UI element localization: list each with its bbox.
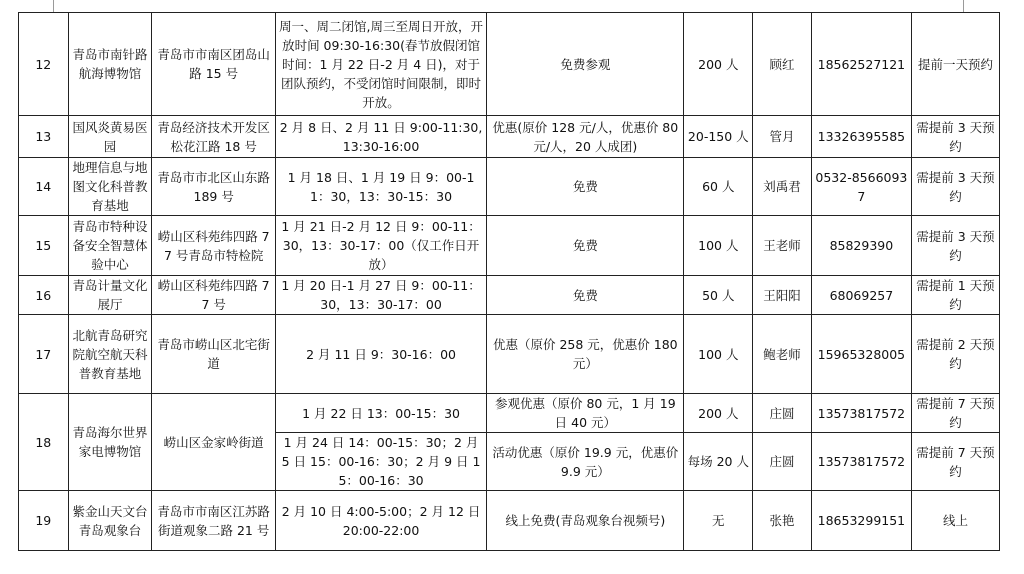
venue-name: 北航青岛研究院航空航天科普教育基地 <box>68 315 152 394</box>
table-row <box>19 394 1000 433</box>
open-time: 1 月 18 日、1 月 19 日 9：00-11：30，13：30-15：30 <box>275 158 486 216</box>
open-time: 周一、周二闭馆,周三至周日开放，开放时间 09:30-16:30(春节放假闭馆时间：1 月 22 日-2 月 4 日)，对于团队预约，不受闭馆时间限制，即时开放。 <box>275 13 486 116</box>
venue-name: 青岛市南针路航海博物馆 <box>68 13 152 116</box>
open-time: 2 月 10 日 4:00-5:00；2 月 12 日 20:00-22:00 <box>275 491 486 551</box>
table-row <box>19 491 1000 551</box>
venue-address: 崂山区科苑纬四路 77 号青岛市特检院 <box>152 216 275 276</box>
contact-person: 顾红 <box>753 13 812 116</box>
offer: 免费 <box>487 276 684 315</box>
contact-person: 张艳 <box>753 491 812 551</box>
venue-name: 国风炎黄易医园 <box>68 116 152 158</box>
venue-address: 青岛市市南区团岛山路 15 号 <box>152 13 275 116</box>
offer: 免费 <box>487 216 684 276</box>
capacity: 100 人 <box>684 216 753 276</box>
corner-mark-left <box>53 0 54 12</box>
contact-person: 王阳阳 <box>753 276 812 315</box>
table-row <box>19 158 1000 216</box>
open-time: 1 月 22 日 13：00-15：30 <box>275 394 486 433</box>
row-number: 15 <box>19 216 69 276</box>
contact-person: 庄圆 <box>753 394 812 433</box>
capacity: 50 人 <box>684 276 753 315</box>
phone: 13573817572 <box>811 394 911 433</box>
venue-name: 地理信息与地图文化科普教育基地 <box>68 158 152 216</box>
row-number: 18 <box>19 394 69 491</box>
booking-note: 需提前 3 天预约 <box>911 216 999 276</box>
capacity: 200 人 <box>684 13 753 116</box>
phone: 68069257 <box>811 276 911 315</box>
open-time: 1 月 24 日 14：00-15：30；2 月 5 日 15：00-16：30；2 月 9 日 15：00-16：30 <box>275 433 486 491</box>
venue-address: 崂山区金家岭街道 <box>152 394 275 491</box>
capacity: 每场 20 人 <box>684 433 753 491</box>
capacity: 100 人 <box>684 315 753 394</box>
open-time: 1 月 20 日-1 月 27 日 9：00-11：30，13：30-17：00 <box>275 276 486 315</box>
booking-note: 需提前 7 天预约 <box>911 433 999 491</box>
open-time: 2 月 8 日、2 月 11 日 9:00-11:30,13:30-16:00 <box>275 116 486 158</box>
row-number: 14 <box>19 158 69 216</box>
offer: 免费 <box>487 158 684 216</box>
capacity: 20-150 人 <box>684 116 753 158</box>
row-number: 19 <box>19 491 69 551</box>
phone: 13573817572 <box>811 433 911 491</box>
booking-note: 提前一天预约 <box>911 13 999 116</box>
contact-person: 庄圆 <box>753 433 812 491</box>
venue-address: 青岛经济技术开发区松花江路 18 号 <box>152 116 275 158</box>
table-row <box>19 315 1000 394</box>
row-number: 16 <box>19 276 69 315</box>
phone: 15965328005 <box>811 315 911 394</box>
table-row <box>19 116 1000 158</box>
venue-address: 崂山区科苑纬四路 77 号 <box>152 276 275 315</box>
capacity: 200 人 <box>684 394 753 433</box>
offer: 线上免费(青岛观象台视频号) <box>487 491 684 551</box>
venue-name: 青岛计量文化展厅 <box>68 276 152 315</box>
phone: 18562527121 <box>811 13 911 116</box>
venue-name: 紫金山天文台青岛观象台 <box>68 491 152 551</box>
open-time: 1 月 21 日-2 月 12 日 9：00-11：30，13：30-17：00（仅工作日开放） <box>275 216 486 276</box>
contact-person: 刘禹君 <box>753 158 812 216</box>
corner-mark-right <box>963 0 964 12</box>
venue-address: 青岛市崂山区北宅街道 <box>152 315 275 394</box>
venue-table <box>18 12 1000 551</box>
venue-name: 青岛海尔世界家电博物馆 <box>68 394 152 491</box>
booking-note: 需提前 7 天预约 <box>911 394 999 433</box>
offer: 活动优惠（原价 19.9 元，优惠价 9.9 元） <box>487 433 684 491</box>
booking-note: 需提前 2 天预约 <box>911 315 999 394</box>
offer: 优惠(原价 128 元/人，优惠价 80 元/人，20 人成团) <box>487 116 684 158</box>
offer: 优惠（原价 258 元，优惠价 180 元） <box>487 315 684 394</box>
booking-note: 需提前 3 天预约 <box>911 158 999 216</box>
venue-address: 青岛市市北区山东路 189 号 <box>152 158 275 216</box>
capacity: 无 <box>684 491 753 551</box>
contact-person: 鲍老师 <box>753 315 812 394</box>
offer: 免费参观 <box>487 13 684 116</box>
phone: 18653299151 <box>811 491 911 551</box>
row-number: 13 <box>19 116 69 158</box>
offer: 参观优惠（原价 80 元，1 月 19 日 40 元） <box>487 394 684 433</box>
contact-person: 管月 <box>753 116 812 158</box>
contact-person: 王老师 <box>753 216 812 276</box>
table-row <box>19 13 1000 116</box>
open-time: 2 月 11 日 9：30-16：00 <box>275 315 486 394</box>
capacity: 60 人 <box>684 158 753 216</box>
phone: 13326395585 <box>811 116 911 158</box>
booking-note: 需提前 3 天预约 <box>911 116 999 158</box>
venue-name: 青岛市特种设备安全智慧体验中心 <box>68 216 152 276</box>
table-row <box>19 276 1000 315</box>
phone: 0532-85660937 <box>811 158 911 216</box>
table-row <box>19 216 1000 276</box>
booking-note: 线上 <box>911 491 999 551</box>
row-number: 17 <box>19 315 69 394</box>
booking-note: 需提前 1 天预约 <box>911 276 999 315</box>
phone: 85829390 <box>811 216 911 276</box>
row-number: 12 <box>19 13 69 116</box>
venue-address: 青岛市市南区江苏路街道观象二路 21 号 <box>152 491 275 551</box>
